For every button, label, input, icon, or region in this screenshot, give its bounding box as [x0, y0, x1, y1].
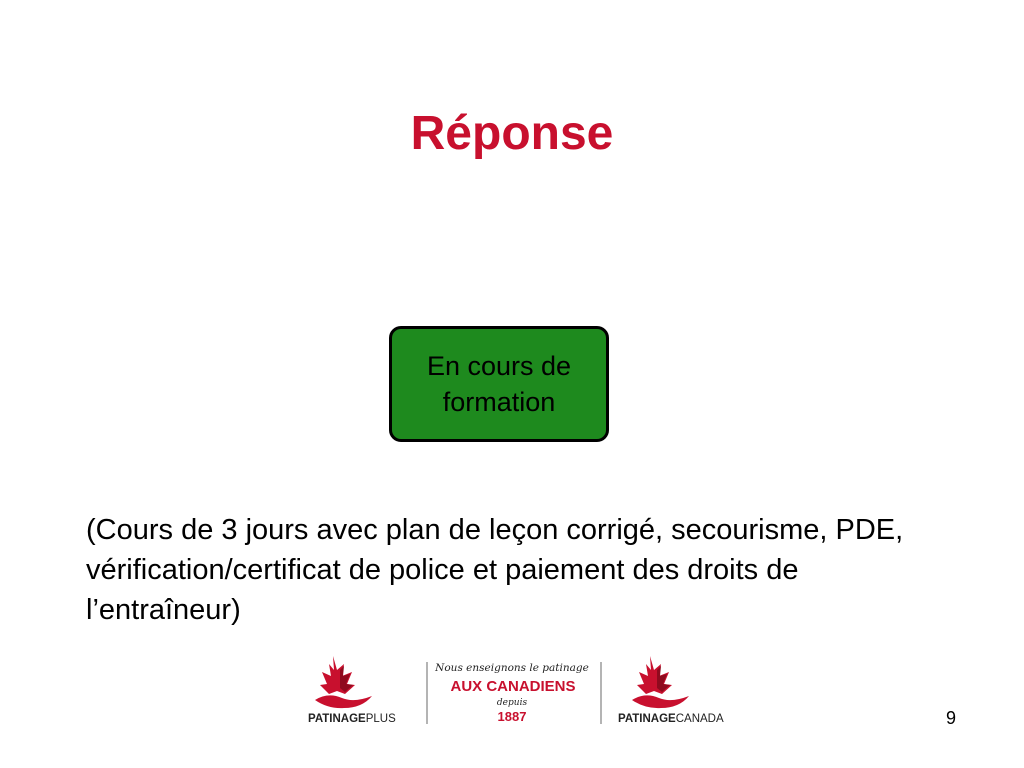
center-logo-headline: AUX CANADIENS: [450, 678, 576, 695]
status-box: [389, 326, 609, 442]
slide-title: Réponse: [410, 107, 614, 160]
center-logo-tagline: Nous enseignons le patinage: [435, 662, 589, 674]
footer-logos: [300, 650, 740, 736]
center-logo-year: 1887: [497, 709, 527, 724]
patinage-canada-logo-light: CANADA: [675, 713, 724, 725]
patinage-plus-logo-light: PLUS: [365, 713, 396, 725]
patinage-canada-logo-bold: PATINAGE: [618, 713, 676, 725]
svg-text:PATINAGECANADA: [618, 713, 724, 725]
maple-leaf-left-icon: [315, 656, 372, 708]
patinage-canada-logo: [618, 656, 724, 725]
svg-text:PATINAGEPLUS: [308, 713, 396, 725]
patinage-plus-logo-bold: PATINAGE: [308, 713, 366, 725]
body-text: (Cours de 3 jours avec plan de leçon corrigé, secourisme, PDE, vérification/certificat de police et paiement des droits de l’entraîneur): [86, 514, 904, 626]
status-box-label: En cours de formation: [426, 351, 572, 417]
center-logo-since: depuis: [496, 698, 528, 708]
center-logo: [434, 662, 589, 724]
page-number: 9: [945, 708, 956, 728]
maple-leaf-right-icon: [632, 656, 689, 708]
patinage-plus-logo: [308, 656, 396, 725]
